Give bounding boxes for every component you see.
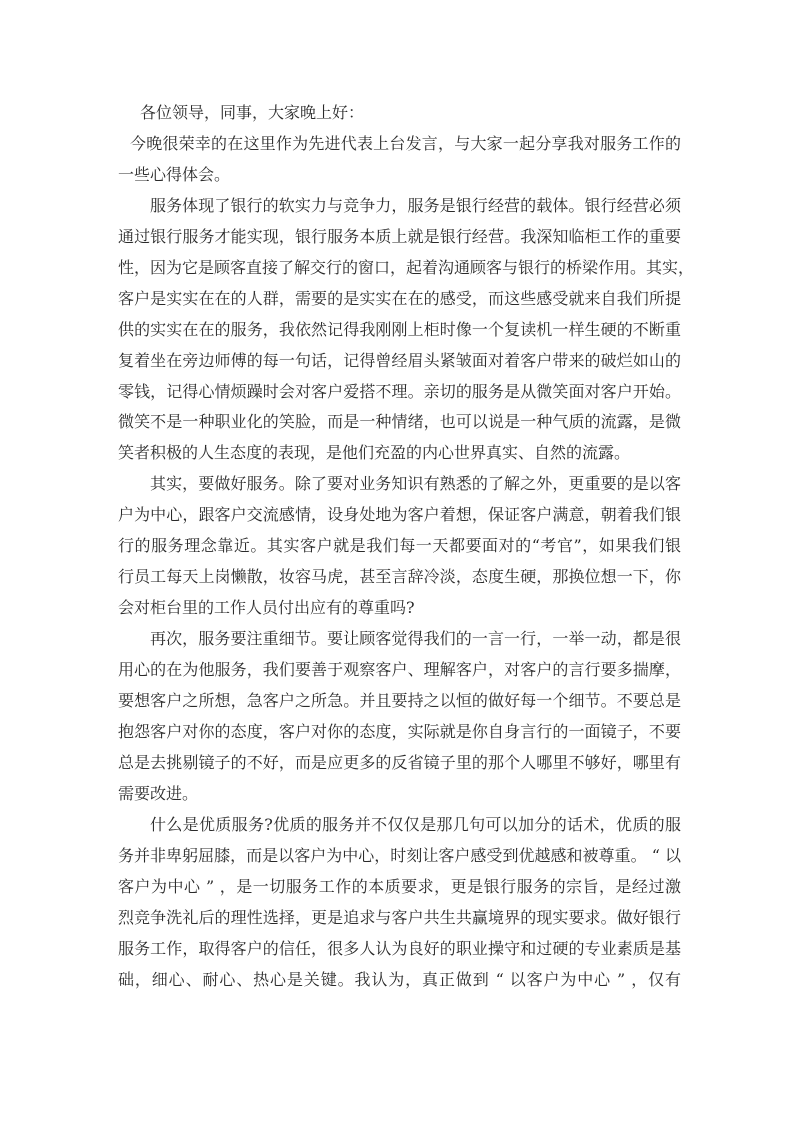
paragraph-line: 服务工作，取得客户的信任，很多人认为良好的职业操守和过硬的专业素质是基 (118, 939, 681, 958)
paragraph-line: 础，细心、耐心、热心是关键。我认为，真正做到 “ 以客户为中心 ” ，仅有 (118, 970, 681, 989)
paragraph-line: 笑者积极的人生态度的表现，是他们充盈的内心世界真实、自然的流露。 (118, 443, 631, 462)
paragraph-line: 零钱，记得心情烦躁时会对客户爱搭不理。亲切的服务是从微笑面对客户开始。 (118, 382, 681, 401)
paragraph-line: 一些心得体会。 (118, 165, 231, 184)
paragraph-line: 今晚很荣幸的在这里作为先进代表上台发言，与大家一起分享我对服务工作的 (130, 134, 681, 153)
paragraph-line: 性，因为它是顾客直接了解交行的窗口，起着沟通顾客与银行的桥梁作用。其实， (118, 258, 695, 277)
paragraph-line: 客户为中心 ” ，是一切服务工作的本质要求，更是银行服务的宗旨，是经过激 (118, 877, 681, 896)
paragraph-line: 再次，服务要注重细节。要让顾客觉得我们的一言一行，一举一动，都是很 (150, 629, 681, 648)
paragraph-line: 用心的在为他服务，我们要善于观察客户、理解客户，对客户的言行要多揣摩， (118, 660, 681, 679)
paragraph-line: 户为中心，跟客户交流感情，设身处地为客户着想，保证客户满意，朝着我们银 (118, 505, 681, 524)
paragraph-line: 总是去挑剔镜子的不好，而是应更多的反省镜子里的那个人哪里不够好，哪里有 (118, 753, 681, 772)
paragraph-line: 务并非卑躬屈膝，而是以客户为中心，时刻让客户感受到优越感和被尊重。 “ 以 (118, 846, 681, 865)
paragraph-line: 微笑不是一种职业化的笑脸，而是一种情绪，也可以说是一种气质的流露，是微 (118, 412, 681, 431)
paragraph-line: 通过银行服务才能实现，银行服务本质上就是银行经营。我深知临柜工作的重要 (118, 227, 681, 246)
paragraph-line: 复着坐在旁边师傅的每一句话，记得曾经眉头紧皱面对着客户带来的破烂如山的 (118, 351, 681, 370)
paragraph-line: 供的实实在在的服务，我依然记得我刚刚上柜时像一个复读机一样生硬的不断重 (118, 320, 681, 339)
paragraph-line: 需要改进。 (118, 784, 199, 803)
paragraph-line: 行员工每天上岗懒散，妆容马虎，甚至言辞冷淡，态度生硬，那换位想一下，你 (118, 567, 681, 586)
paragraph-line: 抱怨客户对你的态度，客户对你的态度，实际就是你自身言行的一面镜子，不要 (118, 722, 681, 741)
paragraph-line: 要想客户之所想，急客户之所急。并且要持之以恒的做好每一个细节。不要总是 (118, 691, 681, 710)
paragraph-line: 什么是优质服务?优质的服务并不仅仅是那几句可以加分的话术，优质的服 (150, 815, 681, 834)
paragraph-line: 烈竞争洗礼后的理性选择，更是追求与客户共生共赢境界的现实要求。做好银行 (118, 908, 681, 927)
greeting-line: 各位领导，同事，大家晚上好： (140, 103, 365, 122)
paragraph-line: 服务体现了银行的软实力与竞争力，服务是银行经营的载体。银行经营必须 (150, 196, 681, 215)
paragraph-line: 客户是实实在在的人群，需要的是实实在在的感受，而这些感受就来自我们所提 (118, 289, 681, 308)
paragraph-line: 行的服务理念靠近。其实客户就是我们每一天都要面对的“考官”，如果我们银 (118, 536, 681, 555)
paragraph-line: 会对柜台里的工作人员付出应有的尊重吗? (118, 598, 415, 617)
paragraph-line: 其实，要做好服务。除了要对业务知识有熟悉的了解之外，更重要的是以客 (150, 474, 681, 493)
